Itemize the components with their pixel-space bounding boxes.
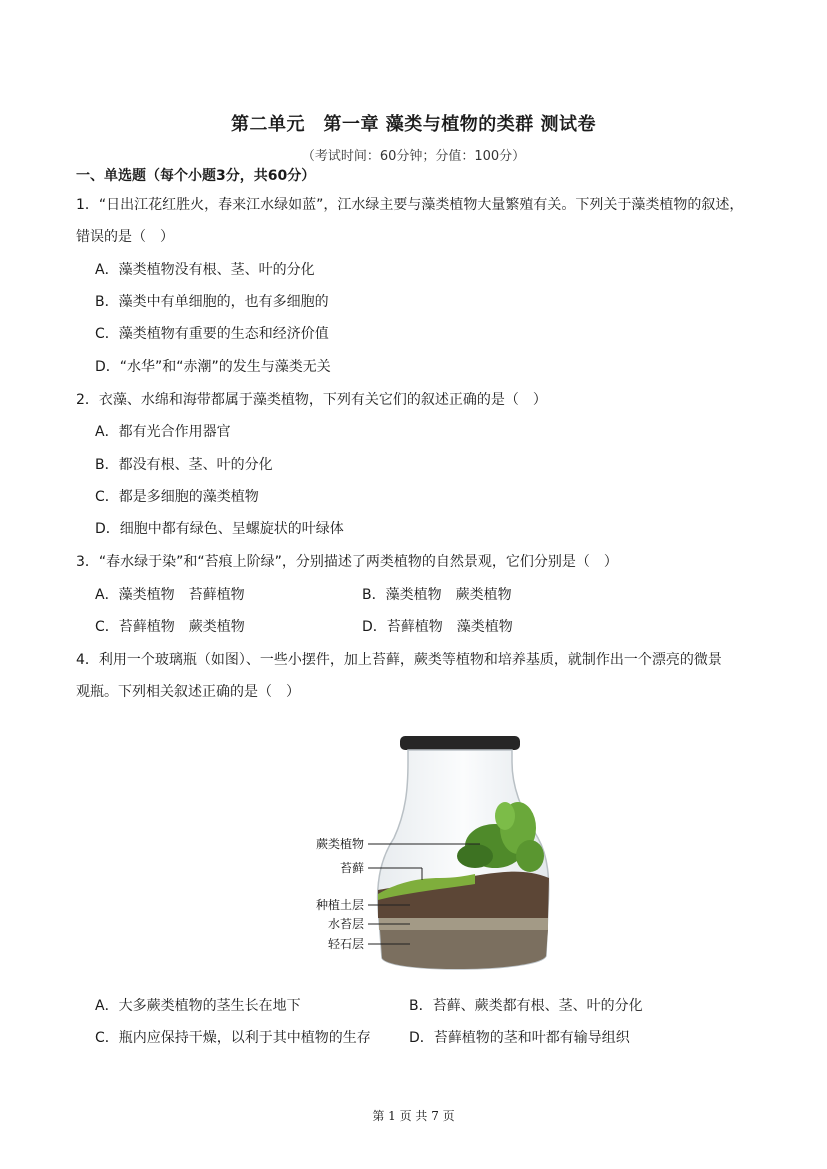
- label-fern: 蕨类植物: [315, 837, 364, 851]
- label-pebble: 轻石层: [327, 937, 364, 951]
- question-4-text-cont: 观瓶。下列相关叙述正确的是（ ）: [76, 684, 300, 700]
- question-1-text-cont: 错误的是（ ）: [76, 229, 174, 245]
- question-3-option-a: A．藻类植物 苔藓植物: [95, 587, 245, 603]
- section-heading: 一、单选题（每个小题3分，共60分）: [76, 168, 316, 184]
- question-1-option-a: A．藻类植物没有根、茎、叶的分化: [95, 262, 315, 278]
- pebble-layer: [380, 930, 548, 969]
- question-3-option-b: B．藻类植物 蕨类植物: [362, 587, 512, 603]
- question-2-option-b: B．都没有根、茎、叶的分化: [95, 457, 273, 473]
- label-soil: 种植土层: [315, 898, 364, 912]
- question-4-option-d: D．苔藓植物的茎和叶都有输导组织: [409, 1030, 630, 1046]
- exam-info: （考试时间：60分钟；分值：100分）: [301, 149, 526, 164]
- question-3-text: 3．“春水绿于染”和“苔痕上阶绿”，分别描述了两类植物的自然景观，它们分别是（ ）: [76, 554, 618, 570]
- question-1-option-d: D．“水华”和“赤潮”的发生与藻类无关: [95, 359, 331, 375]
- question-1-option-c: C．藻类植物有重要的生态和经济价值: [95, 326, 329, 342]
- question-4-option-c: C．瓶内应保持干燥，以利于其中植物的生存: [95, 1030, 371, 1046]
- question-2-option-c: C．都是多细胞的藻类植物: [95, 489, 259, 505]
- page-title: 第二单元 第一章 藻类与植物的类群 测试卷: [230, 114, 597, 135]
- label-sphagnum: 水苔层: [327, 917, 364, 931]
- question-2-option-d: D．细胞中都有绿色、呈螺旋状的叶绿体: [95, 521, 344, 537]
- terrarium-figure: [290, 728, 550, 978]
- question-3-option-d: D．苔藓植物 藻类植物: [362, 619, 513, 635]
- question-2-option-a: A．都有光合作用器官: [95, 424, 231, 440]
- question-1-text: 1．“日出江花红胜火，春来江水绿如蓝”，江水绿主要与藻类植物大量繁殖有关。下列关于藻类植物的叙述，: [76, 197, 744, 213]
- question-3-option-c: C．苔藓植物 蕨类植物: [95, 619, 245, 635]
- question-4-option-b: B．苔藓、蕨类都有根、茎、叶的分化: [409, 998, 643, 1014]
- question-2-text: 2．衣藻、水绵和海带都属于藻类植物，下列有关它们的叙述正确的是（ ）: [76, 392, 547, 408]
- page-number: 第 1 页 共 7 页: [372, 1109, 455, 1123]
- jar-lid: [400, 736, 520, 750]
- question-1-option-b: B．藻类中有单细胞的，也有多细胞的: [95, 294, 329, 310]
- label-moss: 苔藓: [339, 861, 364, 875]
- question-4-option-a: A．大多蕨类植物的茎生长在地下: [95, 998, 301, 1014]
- question-4-text: 4．利用一个玻璃瓶（如图）、一些小摆件，加上苔藓，蕨类等植物和培养基质，就制作出一个漂亮的微景: [76, 652, 722, 668]
